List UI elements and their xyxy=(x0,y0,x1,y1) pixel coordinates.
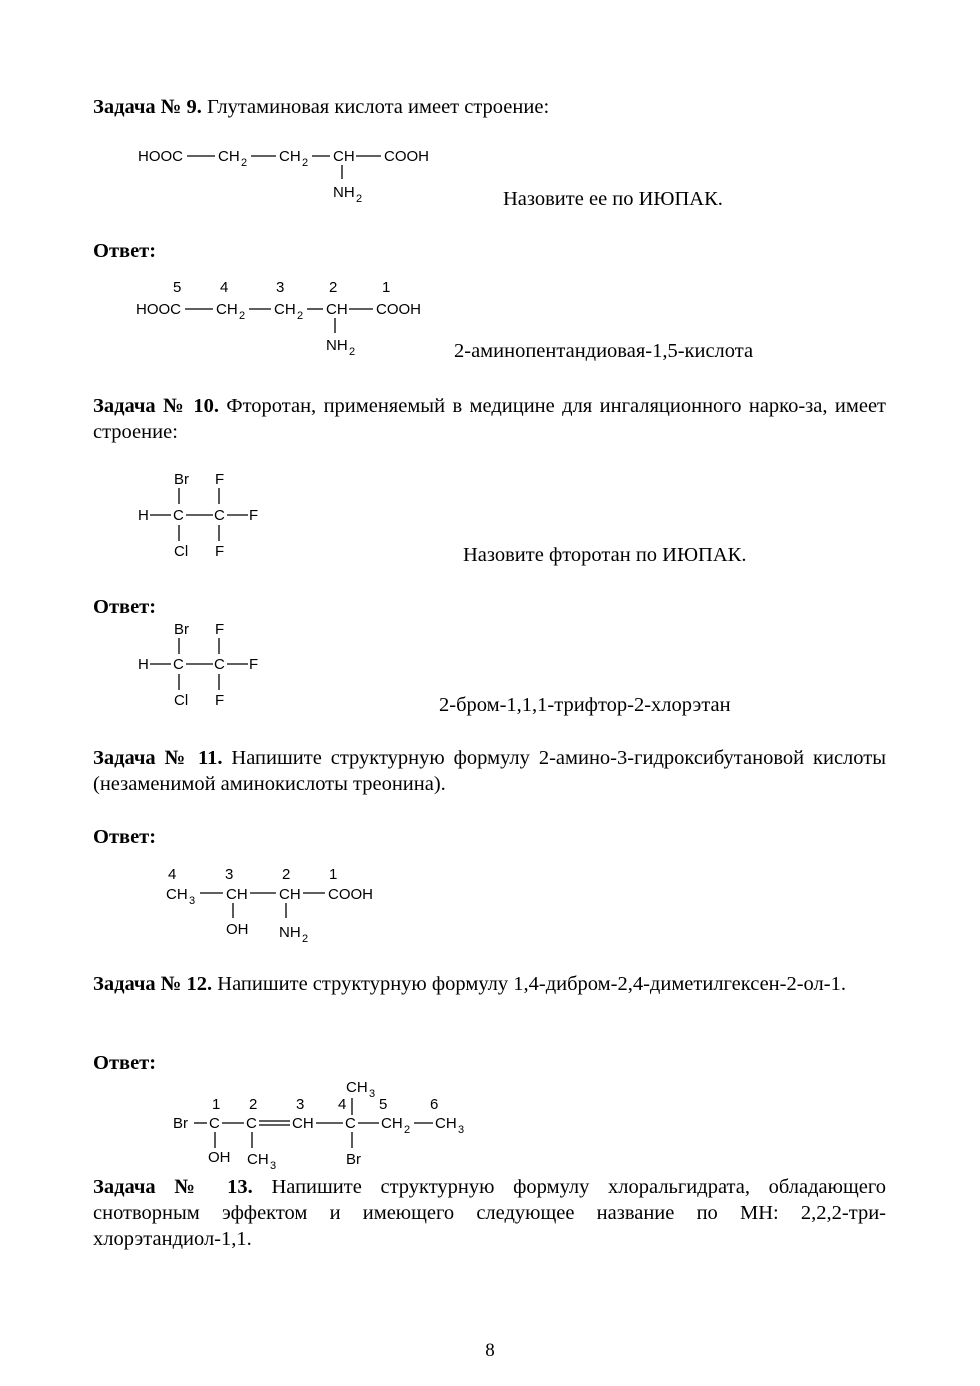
formula-subscript: 3 xyxy=(369,1088,376,1100)
task-10-text: Фторотан, применяемый в медицине для ингаляционного нарко-за, имеет строение: xyxy=(93,395,886,443)
formula-subscript: 3 xyxy=(270,1160,277,1172)
task-9-answer-label: Ответ: xyxy=(93,240,157,262)
task-12-answer-label: Ответ: xyxy=(93,1052,157,1074)
formula-group: CH xyxy=(333,148,355,165)
task-9-prompt: Назовите ее по ИЮПАК. xyxy=(503,188,723,210)
formula-group: CH xyxy=(274,301,296,318)
carbon-number: 3 xyxy=(225,866,234,883)
formula-group: C xyxy=(246,1115,257,1132)
formula-substituent: OH xyxy=(208,1149,231,1166)
atom: F xyxy=(215,621,225,638)
carbon-number: 1 xyxy=(212,1096,221,1113)
carbon-number: 3 xyxy=(276,279,285,296)
formula-group: CH xyxy=(292,1115,314,1132)
carbon-number: 2 xyxy=(249,1096,258,1113)
carbon-number: 5 xyxy=(173,279,182,296)
formula-group: HOOC xyxy=(138,148,183,165)
task-10-statement xyxy=(93,393,886,445)
formula-group: COOH xyxy=(328,886,373,903)
formula-subscript: 3 xyxy=(458,1124,465,1136)
formula-substituent: CH xyxy=(346,1079,368,1096)
atom: F xyxy=(215,543,225,560)
formula-substituent: CH xyxy=(247,1151,269,1168)
task-13-text: Напишите структурную формулу хлоральгидрата, обладающего снотворным эффектом и имеющего следующее название по МН: 2,2,2-три-хлорэтандиол-1,1. xyxy=(93,1176,886,1250)
task-12-heading: Задача № 12. xyxy=(93,973,213,995)
carbon-number: 1 xyxy=(329,866,338,883)
fluorotane-formula xyxy=(130,462,280,562)
atom: H xyxy=(138,507,149,524)
carbon-number: 5 xyxy=(379,1096,388,1113)
task-11-statement xyxy=(93,745,886,797)
atom: F xyxy=(249,507,259,524)
task-12-statement xyxy=(93,971,886,997)
formula-group: CH xyxy=(279,886,301,903)
formula-group: CH xyxy=(435,1115,457,1132)
task-11-answer-label: Ответ: xyxy=(93,826,157,848)
formula-group: CH xyxy=(326,301,348,318)
task-12-text: Напишите структурную формулу 1,4-дибром-2,4-диметилгексен-2-ол-1. xyxy=(212,973,846,995)
formula-substituent: NH xyxy=(279,924,301,941)
formula-substituent: Br xyxy=(346,1151,361,1168)
task-10-answer: 2-бром-1,1,1-трифтор-2-хлорэтан xyxy=(439,694,731,716)
atom: H xyxy=(138,656,149,673)
carbon-number: 2 xyxy=(329,279,338,296)
glutamic-acid-answer-formula xyxy=(130,275,450,365)
task-11-heading: Задача № 11. xyxy=(93,747,223,769)
carbon-number: 3 xyxy=(296,1096,305,1113)
task-9-statement xyxy=(93,94,893,120)
dibromo-hexenol-formula xyxy=(165,1072,485,1172)
formula-group: CH xyxy=(216,301,238,318)
task-9-answer: 2-аминопентандиовая-1,5-кислота xyxy=(454,340,754,362)
atom: C xyxy=(214,507,225,524)
task-13-heading: Задача № 13. xyxy=(93,1176,253,1198)
formula-group: CH xyxy=(381,1115,403,1132)
formula-subscript: 2 xyxy=(356,193,363,205)
formula-group: CH xyxy=(226,886,248,903)
atom: Br xyxy=(174,471,189,488)
formula-group: C xyxy=(345,1115,356,1132)
task-11-text: Напишите структурную формулу 2-амино-3-гидроксибутановой кислоты (незаменимой аминокислоты треонина). xyxy=(93,747,886,795)
formula-substituent: NH xyxy=(333,184,355,201)
page-number: 8 xyxy=(485,1340,495,1361)
formula-group: COOH xyxy=(376,301,421,318)
carbon-number: 1 xyxy=(382,279,391,296)
formula-subscript: 2 xyxy=(241,157,248,169)
formula-substituent: NH xyxy=(326,337,348,354)
formula-group: CH xyxy=(166,886,188,903)
atom: Cl xyxy=(174,692,189,709)
formula-subscript: 2 xyxy=(302,933,309,945)
atom: Br xyxy=(174,621,189,638)
task-10-answer-label: Ответ: xyxy=(93,596,157,618)
atom: C xyxy=(173,656,184,673)
carbon-number: 4 xyxy=(168,866,177,883)
carbon-number: 6 xyxy=(430,1096,439,1113)
formula-subscript: 2 xyxy=(297,310,304,322)
formula-group: COOH xyxy=(384,148,429,165)
carbon-number: 4 xyxy=(220,279,229,296)
atom: Cl xyxy=(174,543,189,560)
task-13-statement xyxy=(93,1174,886,1252)
task-9-text: Глутаминовая кислота имеет строение: xyxy=(201,96,550,118)
task-9-heading: Задача № 9. xyxy=(93,96,202,118)
atom: F xyxy=(215,692,225,709)
formula-subscript: 2 xyxy=(239,310,246,322)
formula-group: Br xyxy=(173,1115,188,1132)
formula-subscript: 2 xyxy=(349,346,356,358)
atom: C xyxy=(173,507,184,524)
task-10-prompt: Назовите фторотан по ИЮПАК. xyxy=(463,544,747,566)
glutamic-acid-formula xyxy=(130,140,450,210)
atom: F xyxy=(249,656,259,673)
carbon-number: 2 xyxy=(282,866,291,883)
formula-group: HOOC xyxy=(136,301,181,318)
task-10-heading: Задача № 10. xyxy=(93,395,219,417)
formula-subscript: 2 xyxy=(302,157,309,169)
formula-subscript: 2 xyxy=(404,1124,411,1136)
formula-group: CH xyxy=(279,148,301,165)
atom: C xyxy=(214,656,225,673)
formula-subscript: 3 xyxy=(189,895,196,907)
formula-group: CH xyxy=(218,148,240,165)
carbon-number: 4 xyxy=(338,1096,347,1113)
formula-group: C xyxy=(209,1115,220,1132)
formula-substituent: OH xyxy=(226,921,249,938)
fluorotane-answer-formula xyxy=(130,612,280,712)
threonine-formula xyxy=(160,862,400,947)
atom: F xyxy=(215,471,225,488)
